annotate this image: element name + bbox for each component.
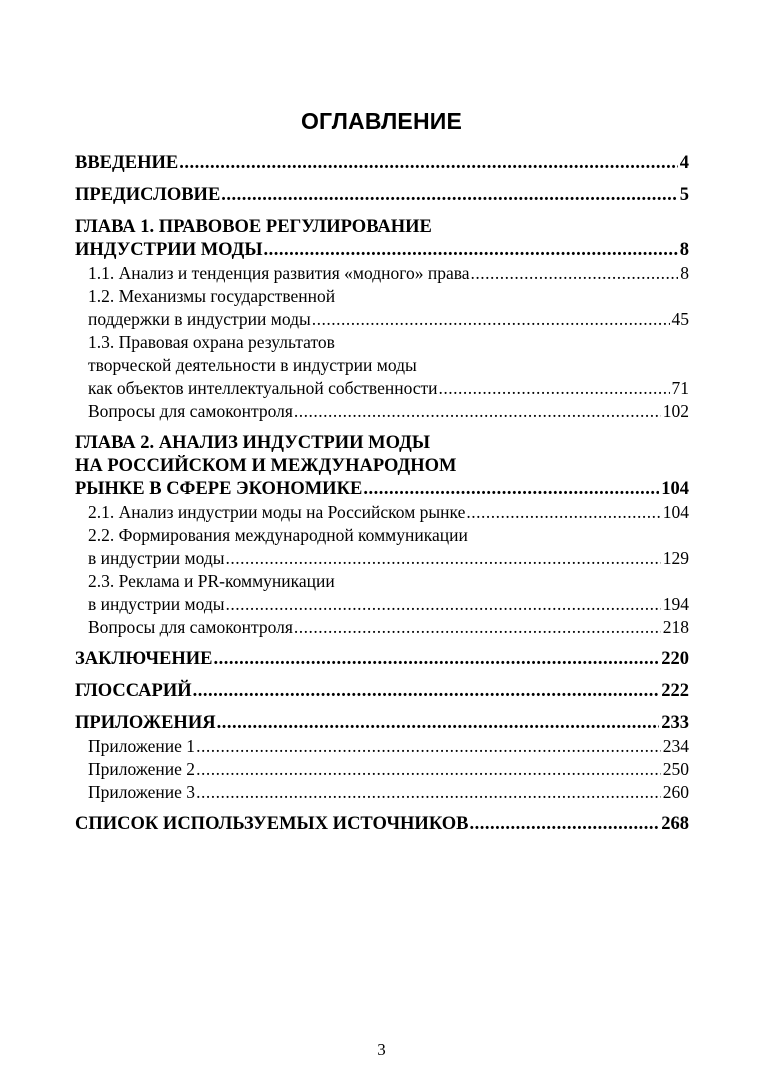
toc-page-number: 234	[662, 736, 689, 756]
toc-entry-label-line: 1.2. Механизмы государственной	[88, 286, 336, 306]
dot-leader	[363, 478, 659, 501]
toc-entry-label: Приложение 2	[88, 759, 196, 779]
toc-page-number: 8	[679, 240, 689, 260]
dot-leader	[439, 377, 670, 400]
toc-page-number: 5	[679, 185, 689, 205]
toc-page-number: 102	[662, 401, 689, 421]
dot-leader	[226, 593, 661, 616]
dot-leader	[196, 758, 661, 781]
dot-leader	[294, 616, 661, 639]
toc-page-number: 104	[661, 479, 689, 499]
page-title: ОГЛАВЛЕНИЕ	[300, 108, 463, 134]
toc-page-number: 4	[679, 153, 689, 173]
toc-entry-chapter-2[interactable]	[75, 432, 689, 501]
dot-leader	[179, 152, 678, 175]
dot-leader	[217, 712, 660, 735]
toc-entry-label-line: творческой деятельности в индустрии моды	[88, 355, 417, 375]
toc-page-number: 260	[662, 782, 689, 802]
toc-entry-label: Вопросы для самоконтроля	[88, 401, 293, 421]
toc-entry-appendix-3[interactable]	[75, 781, 689, 804]
toc-page-number: 220	[661, 649, 689, 669]
dot-leader	[466, 501, 660, 524]
toc-page-number: 45	[671, 309, 689, 329]
toc-page-number: 194	[662, 594, 689, 614]
toc-entry-label: СПИСОК ИСПОЛЬЗУЕМЫХ ИСТОЧНИКОВ	[75, 814, 469, 834]
toc-entry-label-line: 1.3. Правовая охрана результатов	[88, 332, 335, 352]
toc-entry-section-1-1[interactable]	[75, 262, 689, 285]
dot-leader	[264, 239, 678, 262]
toc-entry-label: Приложение 3	[88, 782, 196, 802]
toc-entry-label-line: ГЛАВА 1. ПРАВОВОЕ РЕГУЛИРОВАНИЕ	[75, 217, 432, 237]
toc-entry-label-line: 2.3. Реклама и PR-коммуникации	[88, 571, 335, 591]
toc-page-number: 129	[662, 548, 689, 568]
dot-leader	[193, 680, 660, 703]
toc-entry-introduction[interactable]	[75, 152, 689, 175]
dot-leader	[196, 735, 661, 758]
dot-leader	[470, 813, 660, 836]
toc-entry-label: 1.1. Анализ и тенденция развития «модного» права	[88, 263, 470, 283]
toc-entry-preface[interactable]	[75, 184, 689, 207]
toc-entry-appendix-1[interactable]	[75, 735, 689, 758]
toc-entry-appendix-2[interactable]	[75, 758, 689, 781]
page-number: 3	[377, 1040, 386, 1059]
toc-entry-label: ВВЕДЕНИЕ	[75, 153, 179, 173]
toc-entry-section-2-3[interactable]	[75, 570, 689, 616]
toc-entry-label-line: ГЛАВА 2. АНАЛИЗ ИНДУСТРИИ МОДЫ	[75, 433, 430, 453]
toc-page-number: 8	[680, 263, 689, 283]
toc-page-number: 233	[661, 713, 689, 733]
toc-entry-label-line: в индустрии моды	[88, 548, 225, 568]
table-of-contents	[75, 152, 689, 836]
toc-page-number: 218	[662, 617, 689, 637]
toc-entry-label-line: поддержки в индустрии моды	[88, 309, 311, 329]
dot-leader	[294, 400, 661, 423]
toc-page-number: 250	[662, 759, 689, 779]
toc-entry-label-line: ИНДУСТРИИ МОДЫ	[75, 240, 263, 260]
toc-entry-conclusion[interactable]	[75, 648, 689, 671]
toc-entry-label-line: НА РОССИЙСКОМ И МЕЖДУНАРОДНОМ	[75, 456, 457, 476]
toc-entry-glossary[interactable]	[75, 680, 689, 703]
toc-entry-chapter-1-questions[interactable]	[75, 400, 689, 423]
toc-entry-label: ПРИЛОЖЕНИЯ	[75, 713, 216, 733]
toc-entry-label-line: как объектов интеллектуальной собственности	[88, 378, 438, 398]
toc-page-number: 268	[661, 814, 689, 834]
toc-entry-chapter-1[interactable]	[75, 216, 689, 262]
dot-leader	[471, 262, 679, 285]
toc-entry-section-2-1[interactable]	[75, 501, 689, 524]
dot-leader	[226, 547, 661, 570]
toc-entry-label-line: 2.2. Формирования международной коммуникации	[88, 525, 468, 545]
toc-entry-label-line: в индустрии моды	[88, 594, 225, 614]
toc-entry-section-1-3[interactable]	[75, 331, 689, 400]
toc-entry-section-1-2[interactable]	[75, 285, 689, 331]
toc-entry-label: Вопросы для самоконтроля	[88, 617, 293, 637]
toc-page-number: 71	[671, 378, 689, 398]
dot-leader	[221, 184, 677, 207]
dot-leader	[196, 781, 661, 804]
toc-entry-appendices[interactable]	[75, 712, 689, 735]
toc-entry-label: ПРЕДИСЛОВИЕ	[75, 185, 221, 205]
dot-leader	[214, 648, 660, 671]
toc-entry-section-2-2[interactable]	[75, 524, 689, 570]
toc-entry-label: ЗАКЛЮЧЕНИЕ	[75, 649, 213, 669]
toc-entry-label: Приложение 1	[88, 736, 196, 756]
toc-entry-label: ГЛОССАРИЙ	[75, 681, 192, 701]
toc-entry-label: 2.1. Анализ индустрии моды на Российском рынке	[88, 502, 466, 522]
toc-entry-chapter-2-questions[interactable]	[75, 616, 689, 639]
dot-leader	[312, 308, 670, 331]
toc-entry-label-line: РЫНКЕ В СФЕРЕ ЭКОНОМИКЕ	[75, 479, 363, 499]
toc-entry-sources[interactable]	[75, 813, 689, 836]
toc-page-number: 104	[662, 502, 689, 522]
toc-page-number: 222	[661, 681, 689, 701]
